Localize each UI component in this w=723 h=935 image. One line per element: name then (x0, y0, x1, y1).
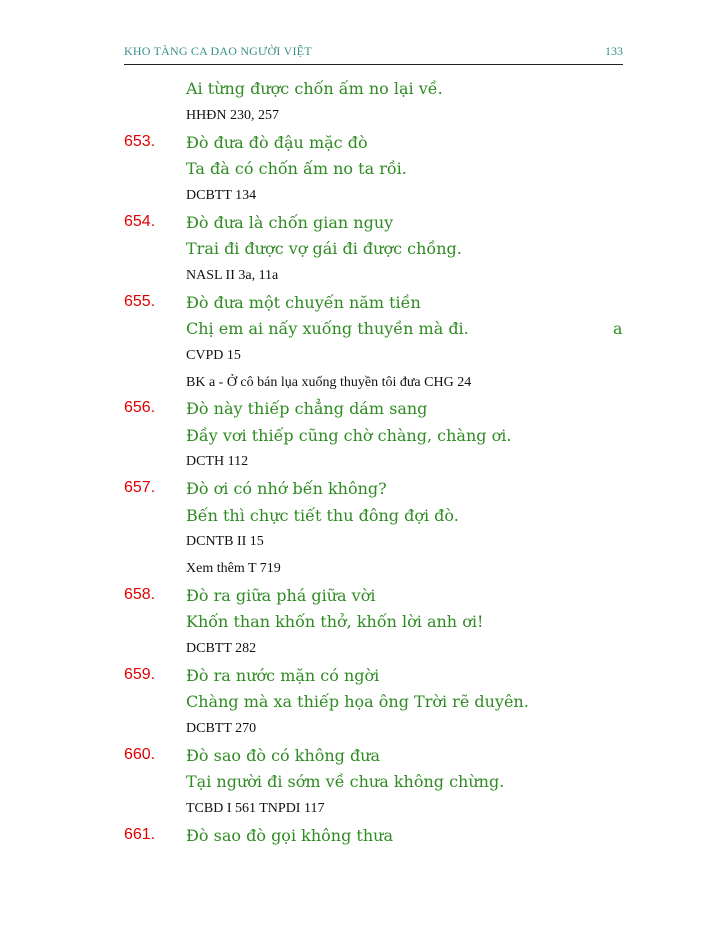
verse-line: Bến thì chực tiết thu đông đợi đò. (186, 506, 459, 525)
entry-number-654: 654. (124, 213, 156, 230)
verse-line: Đò sao đò gọi không thưa (186, 826, 393, 845)
verse-line: Đò đưa đò đậu mặc đò (186, 133, 368, 152)
page-number: 133 (605, 44, 623, 58)
verse-line: Trai đi được vợ gái đi được chồng. (186, 239, 462, 258)
verse-line: Đò ơi có nhớ bến không? (186, 479, 387, 498)
source-reference: NASL II 3a, 11a (186, 268, 279, 283)
source-reference: TCBD I 561 TNPDI 117 (186, 801, 325, 816)
variant-note: BK a - Ở cô bán lụa xuống thuyền tôi đưa CHG 24 (186, 375, 472, 390)
entry-number-661: 661. (124, 826, 156, 843)
verse-line: Ai từng được chốn ấm no lại về. (186, 79, 443, 98)
verse-line: Ta đà có chốn ấm no ta rồi. (186, 159, 407, 178)
entry-number-659: 659. (124, 666, 156, 683)
verse-line: Chàng mà xa thiếp họa ông Trời rẽ duyên. (186, 692, 529, 711)
verse-line: Đò sao đò có không đưa (186, 746, 381, 765)
verse-line: Đò này thiếp chẳng dám sang (186, 399, 428, 418)
verse-line: Tại người đi sớm về chưa không chừng. (186, 772, 505, 791)
entry-number-653: 653. (124, 133, 156, 150)
running-title: KHO TÀNG CA DAO NGƯỜI VIỆT (124, 44, 312, 58)
source-reference: HHĐN 230, 257 (186, 108, 279, 123)
source-reference: CVPD 15 (186, 348, 241, 363)
verse-line: Chị em ai nấy xuống thuyền mà đi. (186, 319, 469, 338)
entry-number-660: 660. (124, 746, 156, 763)
verse-line: Đò đưa là chốn gian nguy (186, 213, 394, 232)
verse-line: Đò ra giữa phá giữa vời (186, 586, 376, 605)
source-reference: DCNTB II 15 (186, 534, 264, 549)
verse-line: Đầy vơi thiếp cũng chờ chàng, chàng ơi. (186, 426, 512, 445)
source-reference: DCTH 112 (186, 454, 249, 469)
source-reference: DCBTT 282 (186, 641, 257, 656)
source-reference: DCBTT 270 (186, 721, 257, 736)
cross-reference: Xem thêm T 719 (186, 561, 281, 576)
entry-number-656: 656. (124, 399, 156, 416)
verse-line: Khốn than khốn thở, khốn lời anh ơi! (186, 612, 484, 631)
verse-line: Đò ra nước mặn có ngời (186, 666, 380, 685)
verse-line: Đò đưa một chuyến năm tiền (186, 293, 421, 312)
entry-number-657: 657. (124, 479, 156, 496)
entry-number-658: 658. (124, 586, 156, 603)
entry-number-655: 655. (124, 293, 156, 310)
page-header (124, 44, 623, 65)
note-marker: a (613, 319, 623, 338)
source-reference: DCBTT 134 (186, 188, 257, 203)
